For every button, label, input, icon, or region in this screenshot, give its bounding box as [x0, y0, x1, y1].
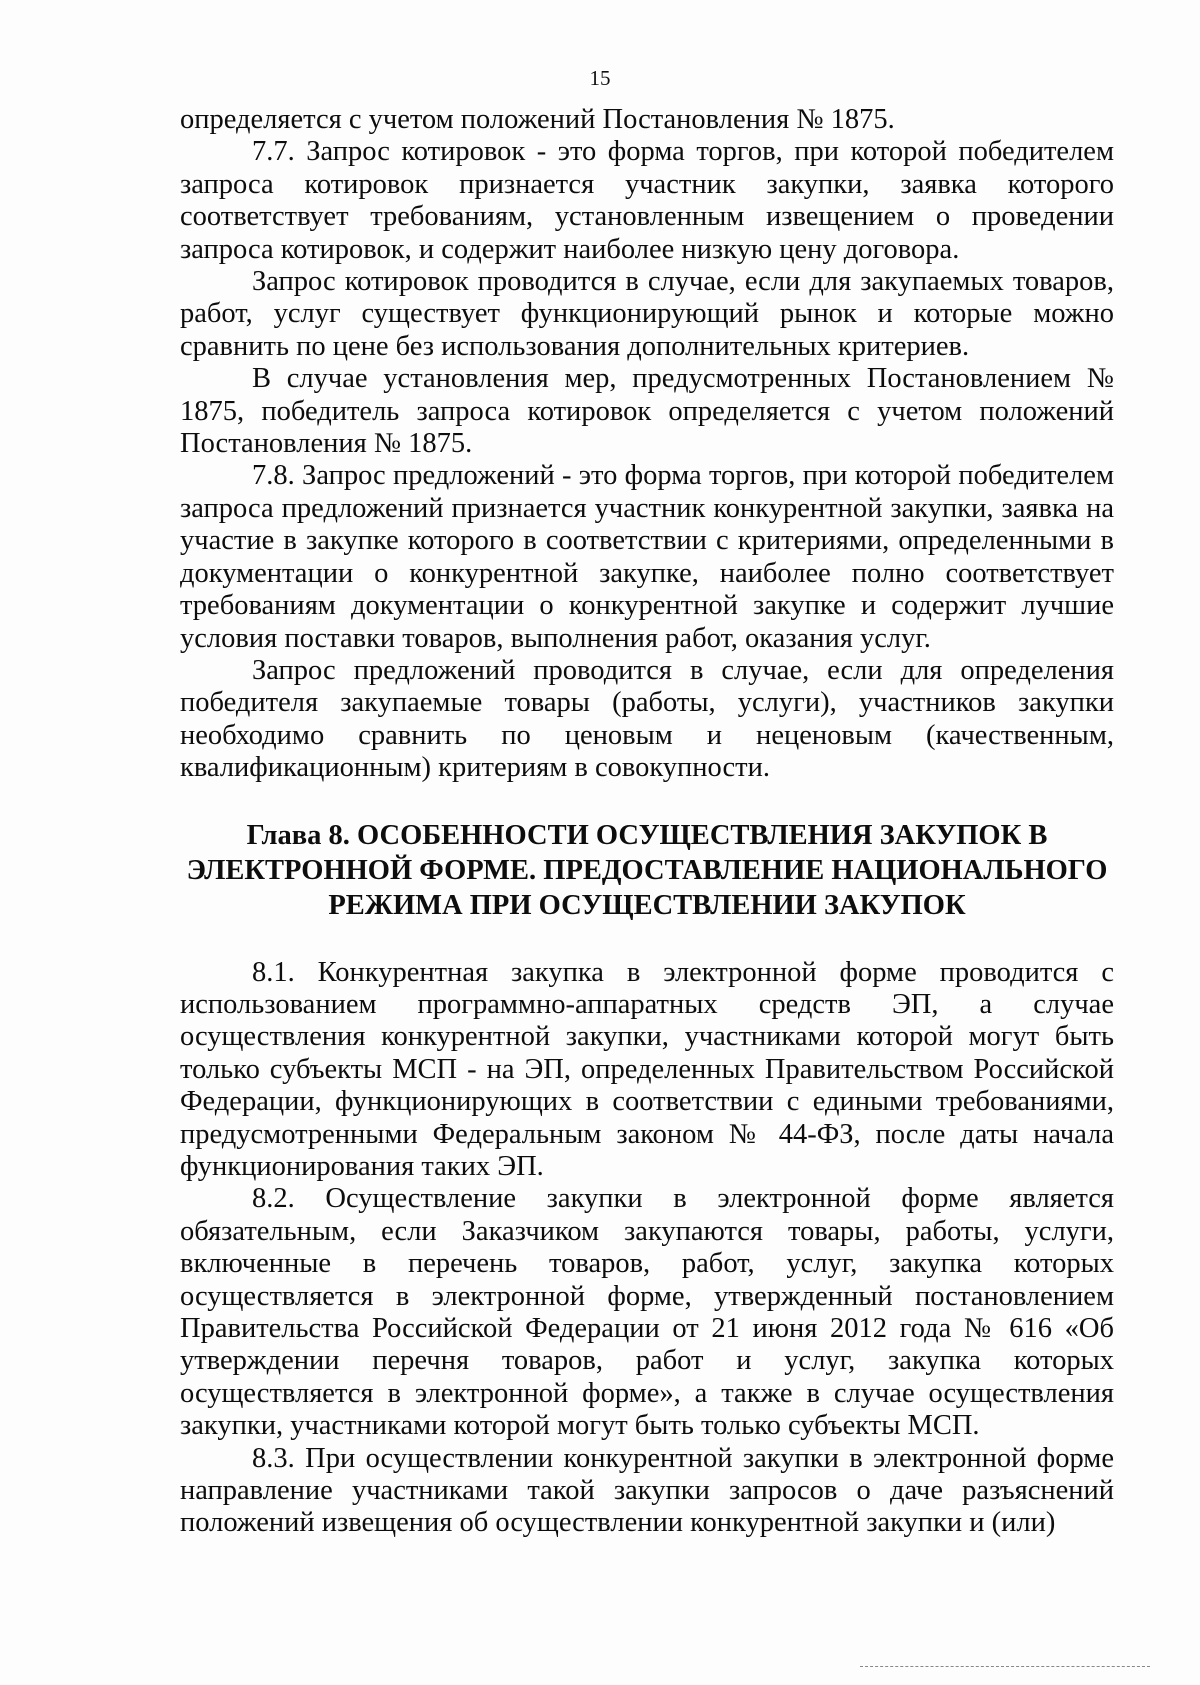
page-content [180, 104, 1114, 1540]
chapter-heading-line-3: РЕЖИМА ПРИ ОСУЩЕСТВЛЕНИИ ЗАКУПОК [328, 889, 966, 921]
paragraph-proposals-conditions: Запрос предложений проводится в случае, если для определения победителя закупаемые товары (работы, услуги), участников закупки необходимо сравнить по ценовым и неценовым (качественным, квалификационным) критериям в совокупности. [180, 654, 1114, 784]
paragraph-7-8: 7.8. Запрос предложений - это форма торгов, при которой победителем запроса предложений признается участник конкурентной закупки, заявка на участие в закупке которого в соответствии с критериями, определенными в документации о конкурентной закупке, наиболее полно соответствует требованиям документации о конкурентной закупке и содержит лучшие условия поставки товаров, выполнения работ, оказания услуг. [180, 460, 1114, 654]
chapter-heading [180, 818, 1114, 923]
footer-dashed-line [860, 1666, 1150, 1667]
paragraph-quotation-measures: В случае установления мер, предусмотренных Постановлением № 1875, победитель запроса котировок определяется с учетом положений Постановления № 1875. [180, 363, 1114, 460]
paragraph-continuation: определяется с учетом положений Постановления № 1875. [180, 104, 895, 135]
chapter-heading-line-1: Глава 8. ОСОБЕННОСТИ ОСУЩЕСТВЛЕНИЯ ЗАКУПОК В [246, 819, 1048, 851]
paragraph-8-3: 8.3. При осуществлении конкурентной закупки в электронной форме направление участниками такой закупки запросов о даче разъяснений положений извещения об осуществлении конкурентной закупки и (или) [180, 1442, 1114, 1539]
paragraph-8-2: 8.2. Осуществление закупки в электронной форме является обязательным, если Заказчиком закупаются товары, работы, услуги, включенные в перечень товаров, работ, услуг, закупка которых осуществляется в электронной форме, утвержденный постановлением Правительства Российской Федерации от 21 июня 2012 года № 616 «Об утверждении перечня товаров, работ и услуг, закупка которых осуществляется в электронной форме», а также в случае осуществления закупки, участниками которой могут быть только субъекты МСП. [180, 1183, 1114, 1442]
paragraph-7-7: 7.7. Запрос котировок - это форма торгов, при которой победителем запроса котировок признается участник закупки, заявка которого соответствует требованиям, установленным извещением о проведении запроса котировок, и содержит наиболее низкую цену договора. [180, 136, 1114, 265]
paragraph-quotation-conditions: Запрос котировок проводится в случае, если для закупаемых товаров, работ, услуг существует функционирующий рынок и которые можно сравнить по цене без использования дополнительных критериев. [180, 266, 1114, 362]
chapter-heading-line-2: ЭЛЕКТРОННОЙ ФОРМЕ. ПРЕДОСТАВЛЕНИЕ НАЦИОНАЛЬНОГО [186, 854, 1108, 886]
page-number: 15 [589, 66, 611, 90]
paragraph-8-1: 8.1. Конкурентная закупка в электронной форме проводится с использованием программно-аппаратных средств ЭП, а случае осуществления конкурентной закупки, участниками которой могут быть только субъекты МСП - на ЭП, определенных Правительством Российской Федерации, функционирующих в соответствии с едиными требованиями, предусмотренными Федеральным законом № 44-ФЗ, после даты начала функционирования таких ЭП. [180, 956, 1114, 1182]
